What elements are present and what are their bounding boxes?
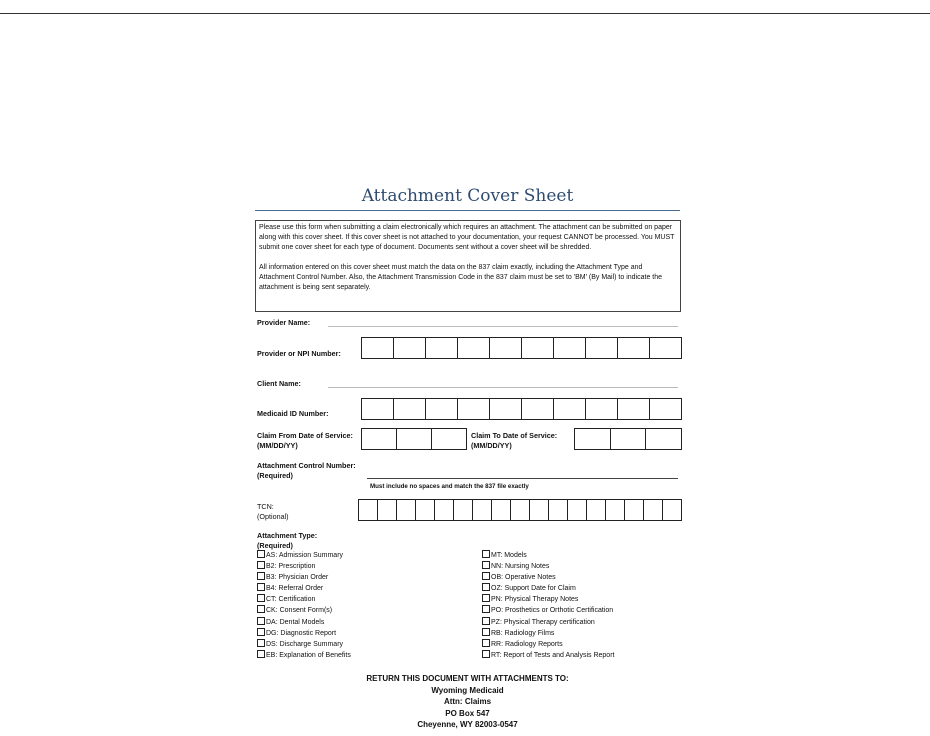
attachment-type-option[interactable]: DS: Discharge Summary xyxy=(257,639,351,650)
attachment-type-option[interactable]: AS: Admission Summary xyxy=(257,550,351,561)
checkbox-icon[interactable] xyxy=(482,572,490,580)
attachment-type-label-text: Attachment Type: xyxy=(257,531,318,540)
acn-required: (Required) xyxy=(257,471,293,480)
claim-to-label xyxy=(471,431,557,451)
client-name-label: Client Name: xyxy=(257,379,301,388)
tcn-boxes[interactable] xyxy=(358,499,682,521)
return-heading: RETURN THIS DOCUMENT WITH ATTACHMENTS TO: xyxy=(366,674,569,683)
instructions-box xyxy=(255,220,681,312)
medicaid-id-label: Medicaid ID Number: xyxy=(257,409,329,418)
return-line-3: PO Box 547 xyxy=(445,708,490,718)
acn-note: Must include no spaces and match the 837 file exactly xyxy=(370,483,529,490)
attachment-types-left xyxy=(257,550,351,661)
provider-name-field[interactable] xyxy=(328,326,678,327)
attachment-type-option[interactable]: RR: Radiology Reports xyxy=(482,639,614,650)
return-line-4: Cheyenne, WY 82003-0547 xyxy=(417,720,518,729)
checkbox-icon[interactable] xyxy=(257,617,265,625)
checkbox-icon[interactable] xyxy=(257,550,265,558)
instructions-paragraph-1: Please use this form when submitting a claim electronically which requires an attachment. The attachment can be submitted on paper along with this cover sheet. If this cover sheet is not attached to your documentation, your request CANNOT be processed. You MUST submit one cover sheet for each type of document. Documents sent without a cover sheet will be shredded. xyxy=(259,224,675,252)
checkbox-icon[interactable] xyxy=(482,650,490,658)
provider-npi-label: Provider or NPI Number: xyxy=(257,349,341,358)
claim-to-format: (MM/DD/YY) xyxy=(471,441,512,450)
title-underline xyxy=(255,210,680,211)
attachment-type-option[interactable]: PO: Prosthetics or Orthotic Certification xyxy=(482,605,614,616)
checkbox-icon[interactable] xyxy=(257,594,265,602)
acn-label-text: Attachment Control Number: xyxy=(257,461,356,470)
checkbox-icon[interactable] xyxy=(257,572,265,580)
attachment-type-option[interactable]: CK: Consent Form(s) xyxy=(257,605,351,616)
tcn-label-text: TCN: xyxy=(257,502,274,511)
attachment-type-option[interactable]: RB: Radiology Films xyxy=(482,628,614,639)
attachment-type-option[interactable]: PZ: Physical Therapy certification xyxy=(482,617,614,628)
checkbox-icon[interactable] xyxy=(257,583,265,591)
checkbox-icon[interactable] xyxy=(482,605,490,613)
claim-from-label-text: Claim From Date of Service: xyxy=(257,431,353,440)
checkbox-icon[interactable] xyxy=(482,583,490,591)
claim-to-label-text: Claim To Date of Service: xyxy=(471,431,558,440)
attachment-type-option[interactable]: OZ: Support Date for Claim xyxy=(482,583,614,594)
checkbox-icon[interactable] xyxy=(257,628,265,636)
provider-name-label: Provider Name: xyxy=(257,318,311,327)
claim-from-boxes[interactable] xyxy=(361,428,467,450)
client-name-field[interactable] xyxy=(328,387,678,388)
attachment-type-option[interactable]: RT: Report of Tests and Analysis Report xyxy=(482,650,614,661)
checkbox-icon[interactable] xyxy=(482,639,490,647)
form-title: Attachment Cover Sheet xyxy=(361,186,574,206)
attachment-type-option[interactable]: NN: Nursing Notes xyxy=(482,561,614,572)
attachment-type-option[interactable]: DG: Diagnostic Report xyxy=(257,628,351,639)
attachment-type-option[interactable]: PN: Physical Therapy Notes xyxy=(482,594,614,605)
attachment-type-option[interactable]: OB: Operative Notes xyxy=(482,572,614,583)
provider-npi-boxes[interactable] xyxy=(361,337,682,359)
checkbox-icon[interactable] xyxy=(482,617,490,625)
return-line-2: Attn: Claims xyxy=(443,697,492,706)
attachment-type-option[interactable]: DA: Dental Models xyxy=(257,617,351,628)
attachment-type-label xyxy=(257,531,317,551)
tcn-label xyxy=(257,502,289,522)
checkbox-icon[interactable] xyxy=(482,561,490,569)
claim-to-boxes[interactable] xyxy=(574,428,682,450)
acn-label xyxy=(257,461,356,481)
claim-from-format: (MM/DD/YY) xyxy=(257,441,298,450)
attachment-type-option[interactable]: B3: Physician Order xyxy=(257,572,351,583)
checkbox-icon[interactable] xyxy=(257,650,265,658)
attachment-type-option[interactable]: B2: Prescription xyxy=(257,561,351,572)
checkbox-icon[interactable] xyxy=(257,639,265,647)
checkbox-icon[interactable] xyxy=(482,594,490,602)
attachment-type-option[interactable]: MT: Models xyxy=(482,550,614,561)
attachment-type-option[interactable]: CT: Certification xyxy=(257,594,351,605)
instructions-paragraph-2: All information entered on this cover sheet must match the data on the 837 claim exactly, including the Attachment Type and Attachment Control Number. Also, the Attachment Transmission Code in the 837 claim must be set to 'BM' (By Mail) to indicate the attachment is being sent separately. xyxy=(259,263,663,292)
tcn-optional: (Optional) xyxy=(257,512,289,521)
return-line-1: Wyoming Medicaid xyxy=(431,685,504,695)
return-address-block xyxy=(255,673,680,731)
checkbox-icon[interactable] xyxy=(482,550,490,558)
top-border-line xyxy=(0,13,930,14)
attachment-type-option[interactable]: EB: Explanation of Benefits xyxy=(257,650,351,661)
attachment-types-right xyxy=(482,550,614,661)
checkbox-icon[interactable] xyxy=(257,605,265,613)
checkbox-icon[interactable] xyxy=(482,628,490,636)
claim-from-label xyxy=(257,431,353,451)
checkbox-icon[interactable] xyxy=(257,561,265,569)
medicaid-id-boxes[interactable] xyxy=(361,398,682,420)
attachment-type-option[interactable]: B4: Referral Order xyxy=(257,583,351,594)
attachment-type-required: (Required) xyxy=(257,541,293,550)
acn-field[interactable] xyxy=(367,478,678,479)
